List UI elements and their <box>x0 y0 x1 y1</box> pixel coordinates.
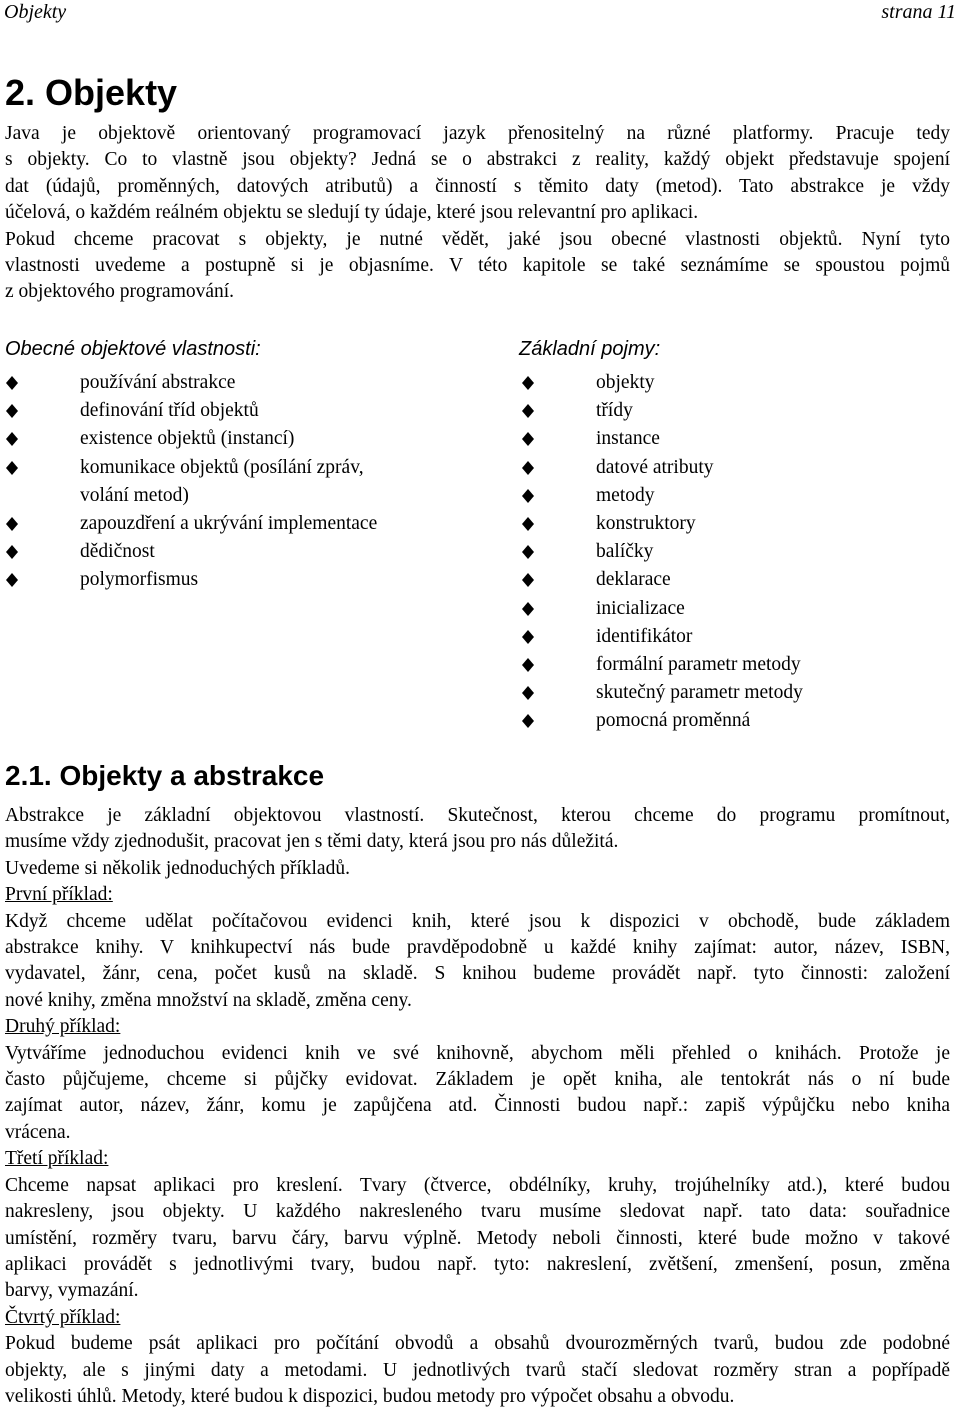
text-line: často půjčujeme, chceme si půjčky evidovat. Základem je opět kniha, ale tentokrát nás o ní bude <box>5 1069 950 1091</box>
list-item: balíčky <box>522 538 952 566</box>
list-item: pomocná proměnná <box>522 707 952 735</box>
diamond-bullet-icon <box>522 432 534 446</box>
terms-heading: Základní pojmy: <box>519 338 661 360</box>
diamond-bullet-icon <box>522 461 534 475</box>
text-line: s objekty. Co to vlastně jsou objekty? Jedná se o abstrakci z reality, každý objekt představuje spojení <box>5 149 950 171</box>
diamond-bullet-icon <box>6 404 18 418</box>
text-line: abstrakce knihy. V knihkupectví nás bude pravděpodobně u každé knihy zajímat: autor, název, ISBN, <box>5 937 950 959</box>
list-item: datové atributy <box>522 454 952 482</box>
list-item: dědičnost <box>6 538 506 566</box>
text-line: umístění, rozměry tvaru, barvu čáry, barvu výplně. Metody neboli činnosti, které bude možno v takové <box>5 1227 950 1249</box>
diamond-bullet-icon <box>522 489 534 503</box>
list-item: definování tříd objektů <box>6 397 506 425</box>
list-item: zapouzdření a ukrývání implementace <box>6 510 506 538</box>
diamond-bullet-icon <box>6 573 18 587</box>
terms-list <box>522 369 952 736</box>
section-body <box>5 803 950 1410</box>
text-line: Abstrakce je základní objektovou vlastností. Skutečnost, kterou chceme do programu promítnout, <box>5 805 950 826</box>
text-line: Vytváříme jednoduchou evidenci knih ve své knihovně, abychom měli přehled o knihách. Protože je <box>5 1042 950 1064</box>
text-line: vydavatel, žánr, cena, počet kusů na skladě. S knihou budeme provádět např. tyto činnosti: založení <box>5 963 950 985</box>
diamond-bullet-icon <box>522 686 534 700</box>
list-item: identifikátor <box>522 623 952 651</box>
text-line: Uvedeme si několik jednoduchých příkladů. <box>5 857 350 879</box>
diamond-bullet-icon <box>522 517 534 531</box>
properties-heading: Obecné objektové vlastnosti: <box>5 338 261 360</box>
diamond-bullet-icon <box>522 602 534 616</box>
text-line: nové knihy, změna množství na skladě, změna ceny. <box>5 989 412 1011</box>
list-item: deklarace <box>522 566 952 594</box>
list-item: inicializace <box>522 595 952 623</box>
running-header <box>4 0 956 26</box>
text-line: Když chceme udělat počítačovou evidenci knih, které jsou k dispozici v obchodě, bude základem <box>5 910 950 932</box>
text-line: aplikaci provádět s jednotlivými tvary, budou např. tyto: nakreslení, zvětšení, zmenšení, posun, změna <box>5 1253 950 1275</box>
text-line: nakresleny, jsou objekty. U každého nakresleného tvaru musíme sledovat např. tato data: souřadnice <box>5 1201 950 1223</box>
diamond-bullet-icon <box>6 545 18 559</box>
text-line: dat (údajů, proměnných, datových atributů) a činností s těmito daty (metod). Tato abstrakce je vždy <box>5 175 950 197</box>
list-item: třídy <box>522 397 952 425</box>
diamond-bullet-icon <box>522 573 534 587</box>
list-item: skutečný parametr metody <box>522 679 952 707</box>
example-label: Třetí příklad: <box>5 1148 109 1170</box>
text-line: z objektového programování. <box>5 281 235 303</box>
text-line: Pokud chceme pracovat s objekty, je nutné vědět, jaké jsou obecné vlastnosti objektů. Nyní tyto <box>5 228 950 250</box>
text-line: objekty, ale s jinými daty a metodami. U jednotlivých tvarů stačí sledovat rozměry stran a popřípadě <box>5 1359 950 1381</box>
list-item: formální parametr metody <box>522 651 952 679</box>
text-line: Pokud budeme psát aplikaci pro počítání obvodů a obsahů dvourozměrných tvarů, budou zde podobné <box>5 1333 950 1355</box>
diamond-bullet-icon <box>6 376 18 390</box>
list-item: používání abstrakce <box>6 369 506 397</box>
text-line: musíme vždy zjednodušit, pracovat jen s těmi daty, která jsou pro nás důležitá. <box>5 831 619 853</box>
text-line: vlastnosti uvedeme a postupně si je objasníme. V této kapitole se také seznámíme se spoustou pojmů <box>5 255 950 277</box>
properties-list <box>6 369 506 595</box>
section-title: 2.1. Objekty a abstrakce <box>5 760 325 791</box>
diamond-bullet-icon <box>6 461 18 475</box>
text-line: Chceme napsat aplikaci pro kreslení. Tvary (čtverce, obdélníky, kruhy, trojúhelníky atd.), které budou <box>5 1174 950 1196</box>
diamond-bullet-icon <box>6 517 18 531</box>
diamond-bullet-icon <box>522 658 534 672</box>
text-line: barvy, vymazání. <box>5 1280 139 1302</box>
list-item: instance <box>522 425 952 453</box>
header-section-name: Objekty <box>4 1 67 23</box>
example-label: Čtvrtý příklad: <box>5 1306 121 1328</box>
example-label: První příklad: <box>5 884 113 906</box>
text-line: Java je objektově orientovaný programovací jazyk přenositelný na různé platformy. Pracuje tedy <box>5 123 950 144</box>
intro-paragraph <box>5 121 950 306</box>
text-line: vrácena. <box>5 1121 71 1143</box>
list-item: komunikace objektů (posílání zpráv, volání metod) <box>6 454 506 510</box>
text-line: velikosti úhlů. Metody, které budou k dispozici, budou metody pro výpočet obsahu a obvodu. <box>5 1385 735 1407</box>
diamond-bullet-icon <box>522 404 534 418</box>
text-line: účelová, o každém reálném objektu se sledují ty údaje, které jsou relevantní pro aplikaci. <box>5 202 699 224</box>
list-item: existence objektů (instancí) <box>6 425 506 453</box>
list-item: objekty <box>522 369 952 397</box>
diamond-bullet-icon <box>522 545 534 559</box>
diamond-bullet-icon <box>6 432 18 446</box>
diamond-bullet-icon <box>522 714 534 728</box>
header-page-number: strana 11 <box>881 1 956 23</box>
diamond-bullet-icon <box>522 376 534 390</box>
chapter-title: 2. Objekty <box>5 72 178 113</box>
list-item: polymorfismus <box>6 566 506 594</box>
list-item: konstruktory <box>522 510 952 538</box>
example-label: Druhý příklad: <box>5 1016 121 1038</box>
text-line: zajímat autor, název, žánr, komu je zapůjčena atd. Činnosti budou např.: zapiš výpůjčku nebo kniha <box>5 1095 950 1117</box>
diamond-bullet-icon <box>522 630 534 644</box>
list-item: metody <box>522 482 952 510</box>
